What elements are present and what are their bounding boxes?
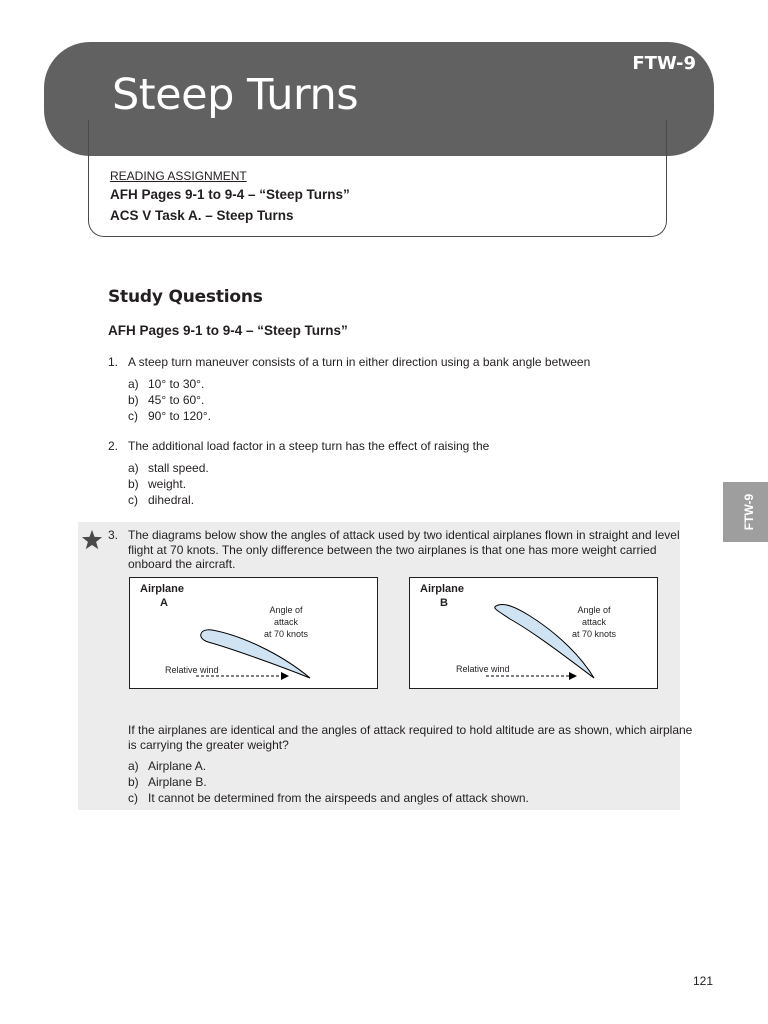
question-3-followup-line-1: If the airplanes are identical and the angles of attack required to hold altitude are as shown, which airplane bbox=[128, 723, 693, 737]
study-questions-heading: Study Questions bbox=[108, 287, 263, 307]
question-3-option-b: b) Airplane B. bbox=[128, 775, 207, 789]
question-3-option-a: a) Airplane A. bbox=[128, 759, 207, 773]
question-2-option-b: b) weight. bbox=[128, 477, 187, 491]
diagram-a-letter: A bbox=[160, 597, 168, 609]
diagram-a-wind-label: Relative wind bbox=[165, 665, 219, 675]
reading-line-2: ACS V Task A. – Steep Turns bbox=[110, 208, 294, 223]
diagram-a-name: Airplane bbox=[140, 583, 185, 595]
page-number: 121 bbox=[692, 974, 713, 988]
question-3-text-line-2: flight at 70 knots. The only difference between the two airplanes is that one has more weight carried bbox=[128, 542, 657, 557]
question-3-text-line-1: The diagrams below show the angles of attack used by two identical airplanes flown in straight and level bbox=[128, 528, 680, 542]
question-2-text: The additional load factor in a steep turn has the effect of raising the bbox=[128, 439, 490, 453]
page-title: Steep Turns bbox=[112, 70, 359, 120]
question-3-text-line-3: onboard the aircraft. bbox=[128, 557, 236, 571]
diagram-b-wind-label: Relative wind bbox=[456, 664, 510, 674]
airfoil-a bbox=[201, 630, 310, 678]
question-1-option-b: b) 45° to 60°. bbox=[128, 393, 205, 407]
side-tab-label: FTW-9 bbox=[742, 493, 756, 531]
question-2-option-a: a) stall speed. bbox=[128, 461, 209, 475]
diagram-a-graphic bbox=[130, 578, 379, 690]
diagram-b-letter: B bbox=[440, 597, 448, 609]
reading-assignment-label: READING ASSIGNMENT bbox=[110, 169, 247, 183]
study-subheading: AFH Pages 9-1 to 9-4 – “Steep Turns” bbox=[108, 323, 348, 338]
diagram-b-name: Airplane bbox=[420, 583, 465, 595]
diagram-a-aoa-label: Angle of attack at 70 knots bbox=[263, 605, 309, 639]
section-code: FTW-9 bbox=[632, 53, 696, 74]
question-3-followup-line-2: is carrying the greater weight? bbox=[128, 737, 289, 752]
airfoil-b bbox=[495, 604, 594, 678]
side-tab bbox=[723, 482, 768, 542]
reading-line-1: AFH Pages 9-1 to 9-4 – “Steep Turns” bbox=[110, 187, 350, 202]
question-1-number: 1. bbox=[108, 355, 119, 369]
question-1-option-c: c) 90° to 120°. bbox=[128, 409, 211, 423]
diagram-b-graphic bbox=[410, 578, 659, 690]
question-3-number: 3. bbox=[108, 528, 119, 542]
star-icon bbox=[81, 529, 103, 551]
question-1-text: A steep turn maneuver consists of a turn in either direction using a bank angle between bbox=[128, 355, 591, 369]
question-3-option-c: c) It cannot be determined from the airspeeds and angles of attack shown. bbox=[128, 791, 529, 805]
question-2-number: 2. bbox=[108, 439, 119, 453]
diagram-b-aoa-label: Angle of attack at 70 knots bbox=[571, 605, 617, 639]
diagram-airplane-b bbox=[409, 577, 658, 689]
question-1-option-a: a) 10° to 30°. bbox=[128, 377, 205, 391]
diagram-airplane-a bbox=[129, 577, 378, 689]
question-2-option-c: c) dihedral. bbox=[128, 493, 195, 507]
